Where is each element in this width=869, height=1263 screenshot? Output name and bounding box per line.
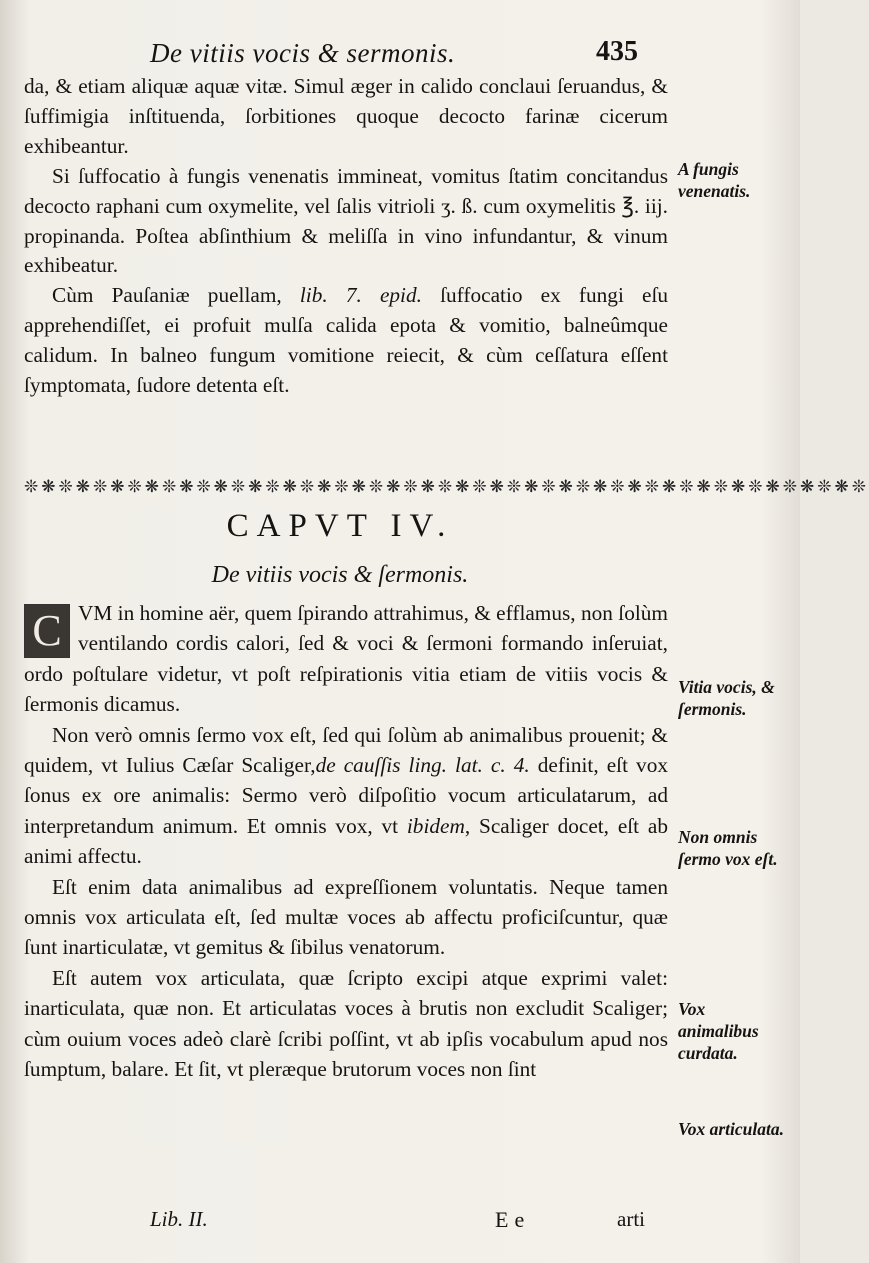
chapter-title: CAPVT IV. bbox=[226, 508, 454, 544]
margin-note: A fungis venenatis. bbox=[678, 159, 751, 201]
paragraph: Eſt enim data animalibus ad expreſſionem voluntatis. Neque tamen omnis vox articulata eſt, ſed multæ voces ab affectu proficiſcuntur, quæ ſunt inarticulatæ, vt gemitus & ſibilus venatorum. bbox=[24, 874, 668, 960]
text-run: , Scaliger docet, eſt ab animi affectu. bbox=[24, 813, 669, 869]
citation: lib. 7. epid. bbox=[299, 283, 422, 308]
margin-note: Non omnis ſermo vox eſt. bbox=[678, 827, 778, 869]
section-one-text bbox=[24, 72, 668, 401]
page-footer bbox=[0, 1207, 800, 1237]
book-signature: Lib. II. bbox=[150, 1207, 208, 1231]
catchword: arti bbox=[617, 1207, 645, 1231]
drop-cap: C bbox=[24, 604, 70, 658]
margin-note: Vitia vocis, & ſermonis. bbox=[678, 677, 775, 719]
text-run: Non verò omnis ſermo vox eſt, ſed qui ſolùm ab animalibus prouenit; & quidem, vt Iulius Cæſar Scaliger, bbox=[24, 722, 668, 778]
gathering-mark: Ee bbox=[495, 1207, 531, 1232]
section-two-text bbox=[24, 598, 668, 1085]
page-header bbox=[0, 34, 800, 74]
paragraph: Si ſuffocatio à fungis venenatis immineat, vomitus ſtatim concitandus decocto raphani cum oxymelite, vel ſalis vitrioli ʒ. ß. cum oxymelitis ℥. iij. propinanda. Poſtea abſinthium & meliſſa in vino infundantur, & vinum exhibeatur. bbox=[24, 163, 668, 278]
ornamental-divider: ❊❋❊❋❊❋❊❋❊❋❊❋❊❋❊❋❊❋❊❋❊❋❊❋❊❋❊❋❊❋❊❋❊❋❊❋❊❋❊❋❊❋❊❋❊❋❊❋❊ bbox=[24, 477, 869, 497]
running-title: De vitiis vocis & sermonis. bbox=[150, 38, 456, 68]
text-run: VM in homine aër, quem ſpirando attrahimus, & efflamus, non ſolùm ventilando cordis calori, ſed & voci & ſermoni formando inſeruiat, ordo poſtulare videtur, vt poſt reſpirationis vitia etiam de vitiis vocis & ſermonis dicamus. bbox=[24, 601, 668, 717]
paragraph bbox=[24, 720, 668, 872]
paragraph bbox=[24, 598, 668, 720]
citation: de cauſſis ling. lat. c. 4. bbox=[315, 753, 530, 778]
paragraph bbox=[24, 281, 668, 401]
paragraph: Eſt autem vox articulata, quæ ſcripto excipi atque exprimi valet: inarticulata, quæ non. Et articulatas voces à brutis non excludit Scaliger; cùm ouium voces adeò clarè ſcribi poſſint, vt ab ipſis vocabulum apud nos ſumptum, balare. Et ſit, vt pleræque brutorum voces non ſint bbox=[24, 965, 668, 1082]
text-run: ſuffocatio ex fungi eſu apprehendiſſet, ei profuit mulſa calida epota & vomitio, balneûmque calidum. In balneo fungum vomitione reiecit, & cùm ceſſatura eſſent ſymptomata, ſudore detenta eſt. bbox=[24, 283, 669, 398]
citation: ibidem bbox=[406, 813, 465, 838]
page-number: 435 bbox=[596, 36, 638, 67]
text-run: Cùm Pauſaniæ puellam, bbox=[52, 283, 282, 308]
chapter-subtitle: De vitiis vocis & ſermonis. bbox=[211, 562, 469, 588]
paragraph: da, & etiam aliquæ aquæ vitæ. Simul æger in calido conclaui ſeruandus, & ſuffimigia inſtituenda, ſorbitiones quoque decocto farinæ cicerum exhibeantur. bbox=[24, 74, 668, 158]
margin-note: Vox animalibus curdata. bbox=[678, 999, 759, 1063]
margin-note: Vox articulata. bbox=[678, 1119, 784, 1139]
text-run: definit, eſt vox ſonus ex ore animalis: Sermo verò diſpoſitio vocum articulatarum, ad interpretandum animum. Et omnis vox, vt bbox=[24, 753, 668, 838]
